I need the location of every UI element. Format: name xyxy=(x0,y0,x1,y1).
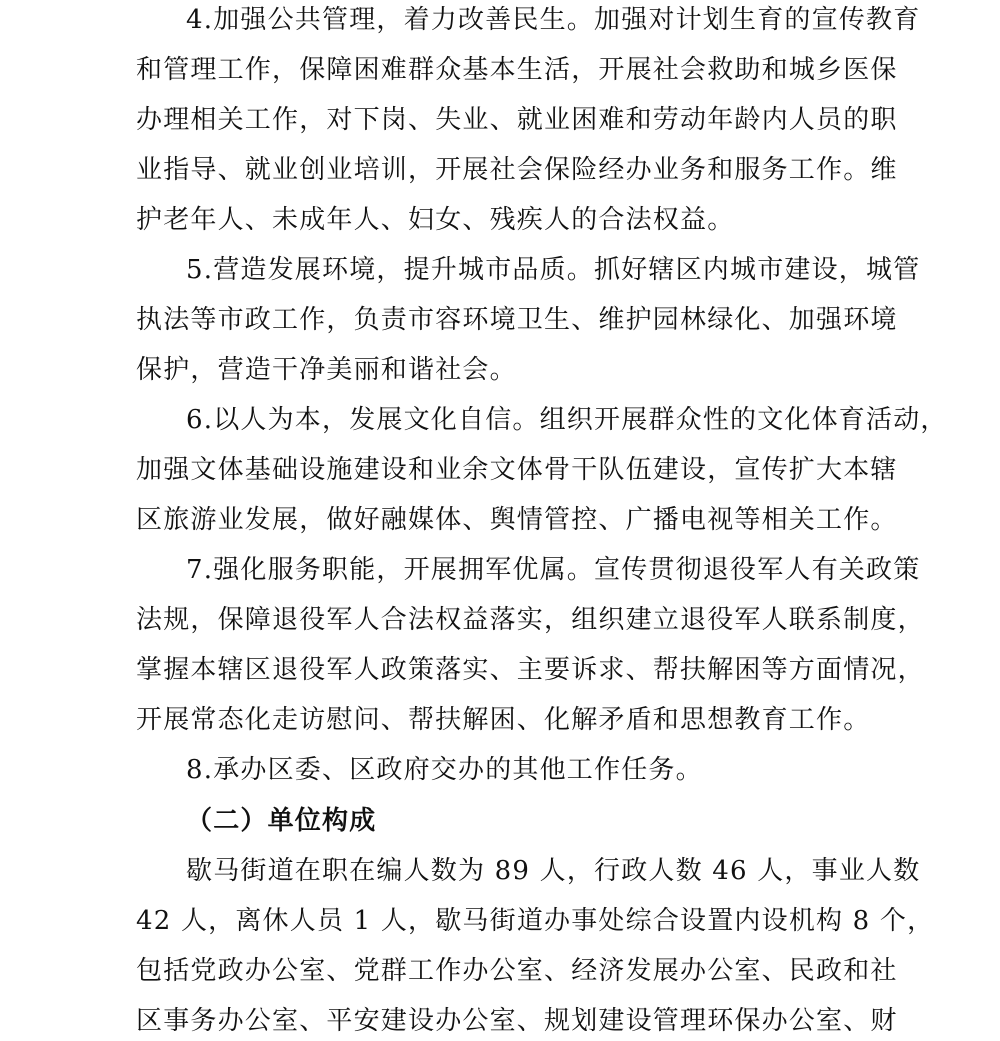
para-6-line-1: 6.以人为本，发展文化自信。组织开展群众性的文化体育活动， xyxy=(186,405,948,435)
para-5-line-2: 执法等市政工作，负责市容环境卫生、维护园林绿化、加强环境 xyxy=(136,305,898,335)
para-8-line-1: 8.承办区委、区政府交办的其他工作任务。 xyxy=(186,755,703,785)
section-heading-unit-composition: （二）单位构成 xyxy=(186,806,377,836)
para-4-line-2: 和管理工作，保障困难群众基本生活，开展社会救助和城乡医保 xyxy=(136,55,898,85)
para-4-line-4: 业指导、就业创业培训，开展社会保险经办业务和服务工作。维 xyxy=(136,155,898,185)
composition-line-1: 歇马街道在职在编人数为 89 人，行政人数 46 人，事业人数 xyxy=(186,856,921,886)
para-7-line-4: 开展常态化走访慰问、帮扶解困、化解矛盾和思想教育工作。 xyxy=(136,705,871,735)
para-4-line-3: 办理相关工作，对下岗、失业、就业困难和劳动年龄内人员的职 xyxy=(136,105,898,135)
para-7-line-2: 法规，保障退役军人合法权益落实，组织建立退役军人联系制度， xyxy=(136,605,925,635)
composition-line-4: 区事务办公室、平安建设办公室、规划建设管理环保办公室、财 xyxy=(136,1006,898,1036)
composition-line-3: 包括党政办公室、党群工作办公室、经济发展办公室、民政和社 xyxy=(136,956,898,986)
para-5-line-1: 5.营造发展环境，提升城市品质。抓好辖区内城市建设，城管 xyxy=(186,255,921,285)
composition-line-2: 42 人，离休人员 1 人，歇马街道办事处综合设置内设机构 8 个， xyxy=(136,906,935,936)
para-6-line-2: 加强文体基础设施建设和业余文体骨干队伍建设，宣传扩大本辖 xyxy=(136,455,898,485)
para-4-line-5: 护老年人、未成年人、妇女、残疾人的合法权益。 xyxy=(136,205,735,235)
para-7-line-1: 7.强化服务职能，开展拥军优属。宣传贯彻退役军人有关政策 xyxy=(186,555,921,585)
para-5-line-3: 保护，营造干净美丽和谐社会。 xyxy=(136,355,517,385)
para-7-line-3: 掌握本辖区退役军人政策落实、主要诉求、帮扶解困等方面情况， xyxy=(136,655,925,685)
para-4-line-1: 4.加强公共管理，着力改善民生。加强对计划生育的宣传教育 xyxy=(186,5,921,35)
para-6-line-3: 区旅游业发展，做好融媒体、舆情管控、广播电视等相关工作。 xyxy=(136,505,898,535)
